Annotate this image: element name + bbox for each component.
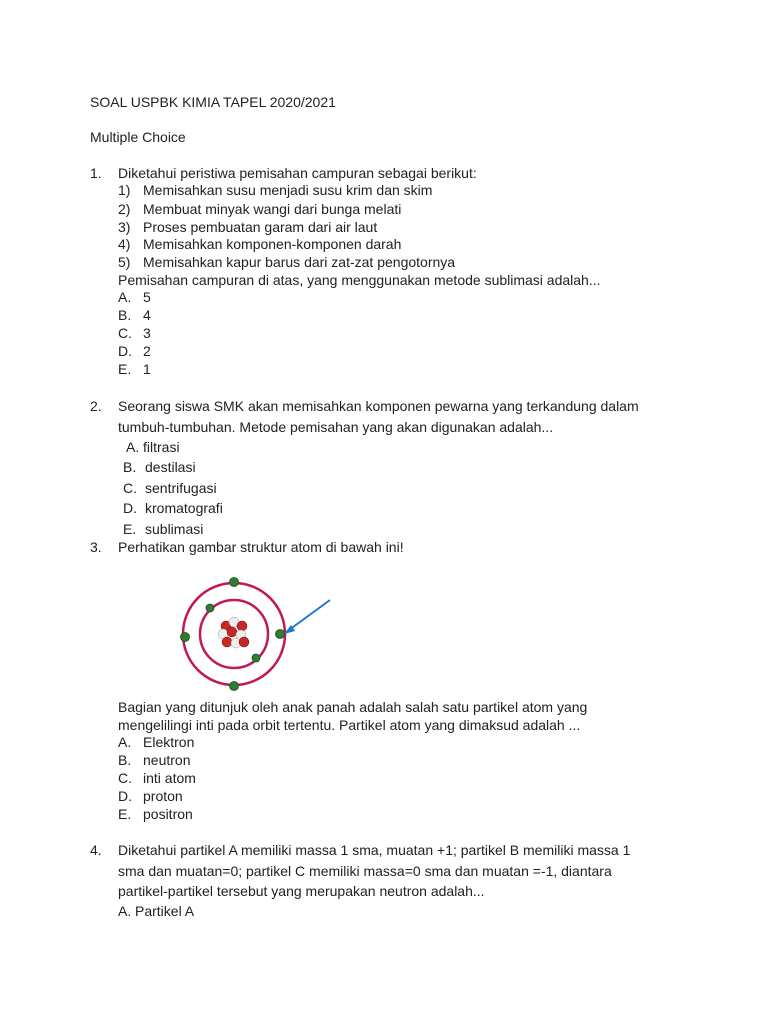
q2-option-letter: C. (123, 480, 137, 496)
proton-particle (222, 637, 232, 647)
q2-option-text: destilasi (145, 459, 196, 475)
q2-option-text: sentrifugasi (145, 480, 217, 496)
proton-particle (237, 621, 247, 631)
q2-option-letter: B. (123, 459, 137, 475)
question-3-text: Perhatikan gambar struktur atom di bawah ini! (118, 539, 404, 555)
question-1-text: Diketahui peristiwa pemisahan campuran sebagai berikut: (118, 165, 477, 181)
atom-structure-figure (175, 570, 345, 695)
q1-option-text: 4 (143, 307, 151, 323)
question-3-description: mengelilingi inti pada orbit tertentu. Partikel atom yang dimaksud adalah ... (118, 717, 581, 733)
electron (230, 682, 239, 691)
question-1-prompt: Pemisahan campuran di atas, yang menggunakan metode sublimasi adalah... (118, 272, 601, 288)
q1-option-text: 3 (143, 325, 151, 341)
proton-particle (227, 627, 237, 637)
q1-item-number: 5) (118, 254, 131, 270)
q1-option-letter: C. (118, 325, 132, 341)
q4-option-letter: A. (118, 903, 132, 919)
q1-item-number: 1) (118, 182, 131, 198)
q1-option-text: 2 (143, 343, 151, 359)
q1-item-number: 2) (118, 201, 131, 217)
q3-option-letter: C. (118, 770, 132, 786)
question-2-text: Seorang siswa SMK akan memisahkan komponen pewarna yang terkandung dalam (118, 398, 639, 414)
q3-option-text: neutron (143, 752, 191, 768)
q2-option-letter: A. (126, 439, 140, 455)
pointer-arrow (284, 600, 330, 634)
q1-option-letter: E. (118, 361, 132, 377)
q4-option-text: Partikel A (135, 903, 195, 919)
q2-option-text: sublimasi (145, 521, 204, 537)
q2-option-letter: E. (123, 521, 137, 537)
q1-item-text: Memisahkan komponen-komponen darah (143, 236, 402, 252)
electron (252, 654, 260, 662)
q3-option-text: proton (143, 788, 183, 804)
q3-option-letter: B. (118, 752, 132, 768)
question-2-number: 2. (90, 398, 102, 414)
question-4-number: 4. (90, 842, 102, 858)
q2-option-letter: D. (123, 500, 137, 516)
q1-item-text: Memisahkan susu menjadi susu krim dan skim (143, 182, 433, 198)
q2-option-text: filtrasi (143, 439, 180, 455)
q3-option-text: inti atom (143, 770, 196, 786)
q3-option-text: positron (143, 806, 193, 822)
question-1-number: 1. (90, 165, 102, 181)
question-4-text: Diketahui partikel A memiliki massa 1 sma, muatan +1; partikel B memiliki massa 1 (118, 842, 631, 858)
q1-option-text: 5 (143, 289, 151, 305)
electron-indicated (276, 630, 285, 639)
q1-item-number: 3) (118, 219, 131, 235)
q2-option-text: kromatografi (145, 500, 223, 516)
electron (230, 578, 239, 587)
question-4-text: partikel-partikel tersebut yang merupakan neutron adalah... (118, 883, 485, 899)
q3-option-letter: E. (118, 806, 132, 822)
q1-item-text: Proses pembuatan garam dari air laut (143, 219, 378, 235)
q1-item-text: Memisahkan kapur barus dari zat-zat pengotornya (143, 254, 456, 270)
q1-option-letter: B. (118, 307, 132, 323)
electron (181, 633, 190, 642)
q1-option-letter: D. (118, 343, 132, 359)
q1-item-number: 4) (118, 236, 131, 252)
q3-option-letter: A. (118, 734, 132, 750)
electron (206, 604, 214, 612)
question-2-text: tumbuh-tumbuhan. Metode pemisahan yang akan digunakan adalah... (118, 419, 554, 435)
nucleus (218, 617, 249, 648)
q1-option-text: 1 (143, 361, 151, 377)
q1-option-letter: A. (118, 289, 132, 305)
document-title: SOAL USPBK KIMIA TAPEL 2020/2021 (90, 94, 336, 110)
question-4-text: sma dan muatan=0; partikel C memiliki massa=0 sma dan muatan =-1, diantara (118, 863, 612, 879)
question-3-description: Bagian yang ditunjuk oleh anak panah adalah salah satu partikel atom yang (118, 699, 588, 715)
question-3-number: 3. (90, 539, 102, 555)
q3-option-text: Elektron (143, 734, 195, 750)
q3-option-letter: D. (118, 788, 132, 804)
section-heading: Multiple Choice (90, 129, 186, 145)
proton-particle (239, 637, 249, 647)
q1-item-text: Membuat minyak wangi dari bunga melati (143, 201, 402, 217)
